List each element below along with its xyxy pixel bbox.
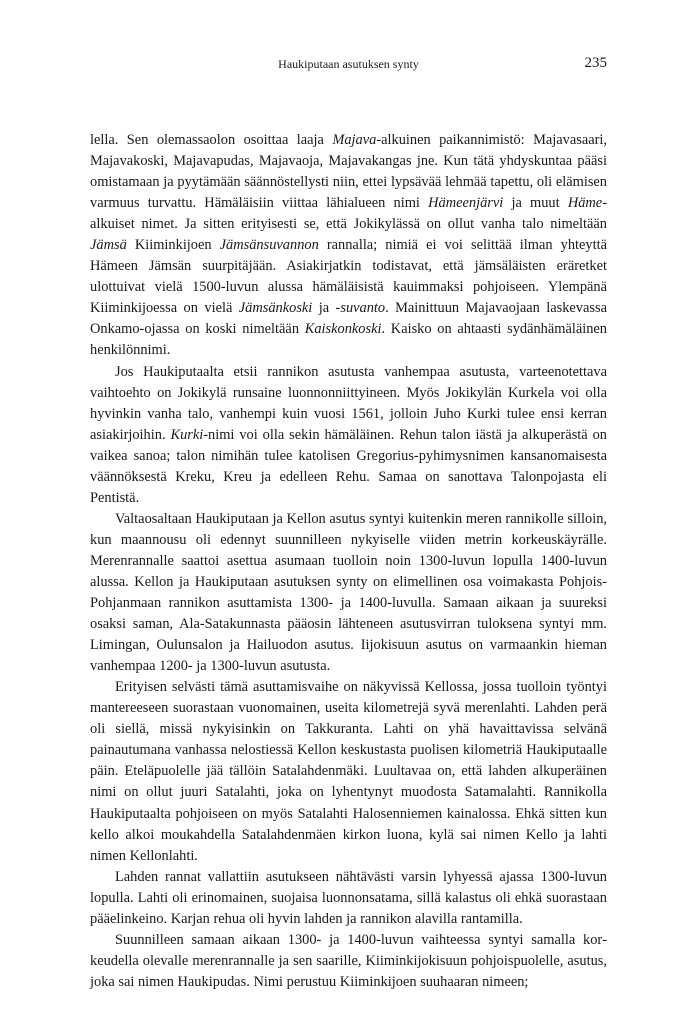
text-run: rannalla; nimiä ei voi selittää ilman yhteyttä Hämeen Jämsän suurpitäjään. Asiakirjatkin todistavat, että jämsäläisten eräretket ulottuivat vielä 1500-luvun alussa hämäläisistä kauimmaksi pohjoiseen. Ylempänä Kiiminkijoessa on vielä (90, 237, 607, 317)
paragraph (90, 867, 607, 930)
text-run: Valtaosaltaan Haukiputaan ja Kellon asutus syntyi kuitenkin meren rannikolle silloin, kun maannousu oli edennyt suunnilleen nykyiselle viiden metrin korkeuskäyrälle. Merenrannalle saattoi asettua asumaan tuolloin noin 1300-luvun lopulla 1400-luvun alussa. Kellon ja Haukiputaan asutuksen synty on elimellinen osa voimakasta Pohjois-Pohjanmaan rannikon asuttamista 1300- ja 1400-luvulla. Samaan aikaan ja suureksi osaksi saman, Ala-Satakunnasta pääosin lähteneen asutusvirran tuloksena syntyi mm. Limingan, Oulunsalon ja Hailuodon asutus. Iijokisuun asutus on varmaankin hieman vanhempaa 1200- ja 1300-luvun asutusta. (90, 510, 607, 675)
italic-term: Jämsänsuvannon (219, 237, 319, 254)
italic-term: Jämsänkoski (238, 300, 313, 317)
text-run: -nimi voi olla sekin hämäläinen. Rehun talon iästä ja alkuperästä on vaikea sanoa; talon nimihän tulee katolisen Gregorius-pyhimysnimen kansanomaisesta väännöksestä Kreku, Kreu ja edelleen Rehu. Samaa on sanottava Talonpojasta eli Pentistä. (90, 426, 607, 506)
text-run: -alkuinen paikannimistö: Majavasaari, Majavakoski, Majavapudas, Majavaoja, Majavakangas jne. Kun tätä yhdyskuntaa pääsi omistamaan ja pyytämään säännöstellysti niin, ettei lypsävää lehmää tapettu, oli elämisen varmuus turvattu. Hämäläisiin viittaa lähialueen nimi (90, 132, 607, 212)
paragraph (90, 130, 607, 362)
paragraph (90, 677, 607, 866)
text-run: . Mainittuun Majavaojaan laskevassa Onkamo-ojassa on koski nimeltään (90, 300, 607, 338)
italic-term: Kurki (170, 426, 204, 443)
body-text (90, 130, 607, 993)
italic-term: Jämsä (90, 237, 127, 254)
text-run: Kiiminkijoen (126, 237, 220, 254)
italic-term: Hämeenjärvi (428, 195, 504, 212)
text-run: Lahden rannat vallattiin asutukseen nähtävästi varsin lyhyessä ajassa 1300-luvun lopulla. Lahti oli erinomainen, suojaisa luonnonsatama, sillä kalastus oli ehkä suorastaan pääelinkeino. Karjan rehua oli hyvin lahden ja rannikon alavilla rantamilla. (90, 868, 607, 927)
italic-term: Majava (332, 132, 377, 148)
text-run: -alkuiset nimet. Ja sitten erityisesti se, että Jokikylässä on ollut vanha talo nimeltään (90, 195, 607, 233)
paragraph (90, 930, 607, 993)
text-run: lella. Sen olemassaolon osoittaa laaja (90, 132, 333, 148)
paragraph (90, 362, 607, 509)
text-run: Suunnilleen samaan aikaan 1300- ja 1400-luvun vaihteessa syntyi samalla korkeudella olevalle merenrannalle ja sen saarille, Kiiminkijokisuun pohjoispuolelle, asutus, joka sai nimen Haukipudas. Nimi perustuu Kiiminkijoen suuhaaran nimeen; (90, 931, 607, 990)
text-run: ja (312, 300, 336, 317)
italic-term: Häme (567, 195, 603, 212)
text-run: Jos Haukiputaalta etsii rannikon asutusta vanhempaa asutusta, varteenotettava vaihtoehto on Jokikylä runsaine luonnonniittyineen. Myös Jokikylän Kurkela voi olla hyvinkin vanha talo, vanhempi kuin vuosi 1561, jolloin Juho Kurki tulee ensi kerran asiakirjoihin. (90, 363, 607, 443)
italic-term: -suvanto (335, 300, 386, 317)
text-run: . Kaisko on ahtaasti sydänhämäläinen henkilönnimi. (90, 321, 607, 359)
text-run: ja muut (503, 195, 568, 212)
italic-term: Kaiskonkoski (304, 321, 382, 338)
text-run: Erityisen selvästi tämä asuttamisvaihe on näkyvissä Kellossa, jossa tuolloin työntyi mantereeseen suorastaan vuonomainen, useita kilometrejä syvä merenlahti. Lahden perä oli siellä, missä nykyisinkin on Takkuranta. Lahti on yhä havaittavissa selvänä painautumana vanhassa nelostiessä Kellon keskustasta puolisen kilometriä Haukiputaalle päin. Eteläpuolelle jää tällöin Satalahdenmäki. Luultavaa on, että lahden alkuperäinen nimi on ollut juuri Satalahti, joka on lyhentynyt muodosta Satamalahti. Rannikolla Haukiputaalta pohjoiseen on myös Satalahti Halosenniemen kainalossa. Ehkä sitten kun kello alkoi moukahdella Satalahdenmäen kirkon luona, kylä sai nimen Kello ja lahti nimen Kellonlahti. (90, 679, 607, 864)
paragraph (90, 509, 607, 677)
running-head (90, 55, 607, 75)
page-number: 235 (584, 55, 607, 71)
running-title: Haukiputaan asutuksen synty (278, 57, 419, 71)
